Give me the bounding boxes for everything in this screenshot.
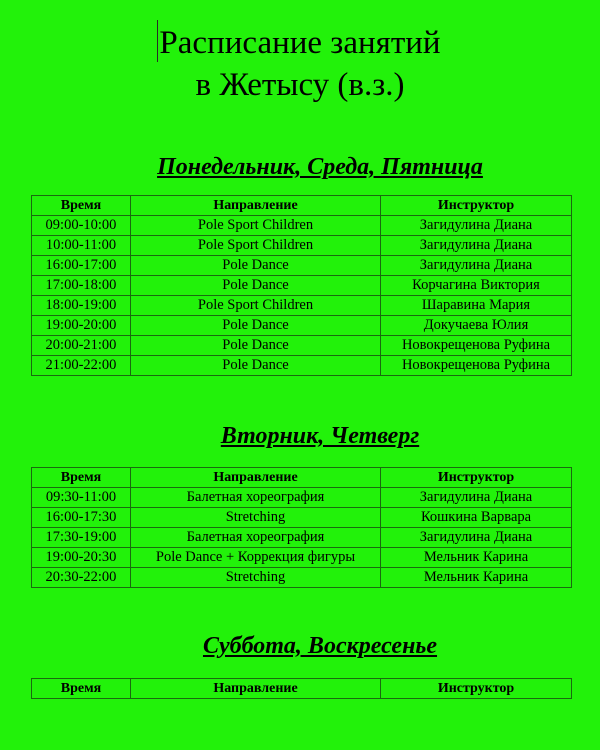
schedule-table-sat-sun [31,678,572,699]
table-row [32,568,572,588]
column-header-time: Время [32,679,131,699]
cell-time: 16:00-17:00 [32,256,131,276]
table-row [32,236,572,256]
section-heading-sat-sun: Суббота, Воскресенье [202,633,438,659]
cell-direction: Stretching [131,568,381,588]
cell-time: 21:00-22:00 [32,356,131,376]
cell-instructor: Загидулина Диана [381,528,572,548]
cell-direction: Pole Sport Children [131,236,381,256]
cell-direction: Pole Sport Children [131,296,381,316]
schedule-table-tue-thu [31,467,572,588]
title-line-2: в Жетысу (в.з.) [195,67,405,103]
table-row [32,548,572,568]
column-header-instructor: Инструктор [381,196,572,216]
cell-direction: Pole Dance + Коррекция фигуры [131,548,381,568]
cell-instructor: Мельник Карина [381,568,572,588]
cell-instructor: Загидулина Диана [381,256,572,276]
page-title [0,22,600,106]
section-heading-mon-wed-fri: Понедельник, Среда, Пятница [157,154,483,180]
cell-time: 20:30-22:00 [32,568,131,588]
table-row [32,508,572,528]
title-line-1: Расписание занятий [159,25,441,61]
table-row [32,316,572,336]
cell-time: 18:00-19:00 [32,296,131,316]
cell-time: 09:30-11:00 [32,488,131,508]
cell-direction: Pole Dance [131,256,381,276]
cell-instructor: Новокрещенова Руфина [381,336,572,356]
table-header-row [32,679,572,699]
cell-direction: Pole Dance [131,276,381,296]
cell-instructor: Загидулина Диана [381,236,572,256]
table-row [32,336,572,356]
column-header-direction: Направление [131,196,381,216]
cell-time: 17:00-18:00 [32,276,131,296]
table-row [32,296,572,316]
column-header-instructor: Инструктор [381,679,572,699]
table-row [32,216,572,236]
table-row [32,356,572,376]
cell-time: 17:30-19:00 [32,528,131,548]
cell-instructor: Докучаева Юлия [381,316,572,336]
column-header-time: Время [32,196,131,216]
cell-instructor: Кошкина Варвара [381,508,572,528]
table-row [32,256,572,276]
cell-time: 09:00-10:00 [32,216,131,236]
cell-time: 20:00-21:00 [32,336,131,356]
column-header-direction: Направление [131,468,381,488]
cell-time: 10:00-11:00 [32,236,131,256]
cell-direction: Pole Dance [131,316,381,336]
cell-direction: Балетная хореография [131,528,381,548]
section-heading-tue-thu: Вторник, Четверг [220,423,420,449]
column-header-time: Время [32,468,131,488]
cell-time: 19:00-20:30 [32,548,131,568]
column-header-direction: Направление [131,679,381,699]
cell-direction: Stretching [131,508,381,528]
cell-time: 16:00-17:30 [32,508,131,528]
cell-direction: Pole Sport Children [131,216,381,236]
table-row [32,528,572,548]
table-header-row [32,196,572,216]
cell-instructor: Корчагина Виктория [381,276,572,296]
table-row [32,488,572,508]
cell-time: 19:00-20:00 [32,316,131,336]
cell-instructor: Загидулина Диана [381,216,572,236]
table-row [32,276,572,296]
cell-direction: Pole Dance [131,336,381,356]
cell-instructor: Шаравина Мария [381,296,572,316]
cell-instructor: Загидулина Диана [381,488,572,508]
cell-direction: Pole Dance [131,356,381,376]
cell-instructor: Новокрещенова Руфина [381,356,572,376]
table-header-row [32,468,572,488]
column-header-instructor: Инструктор [381,468,572,488]
cell-instructor: Мельник Карина [381,548,572,568]
schedule-table-mon-wed-fri [31,195,572,376]
cell-direction: Балетная хореография [131,488,381,508]
